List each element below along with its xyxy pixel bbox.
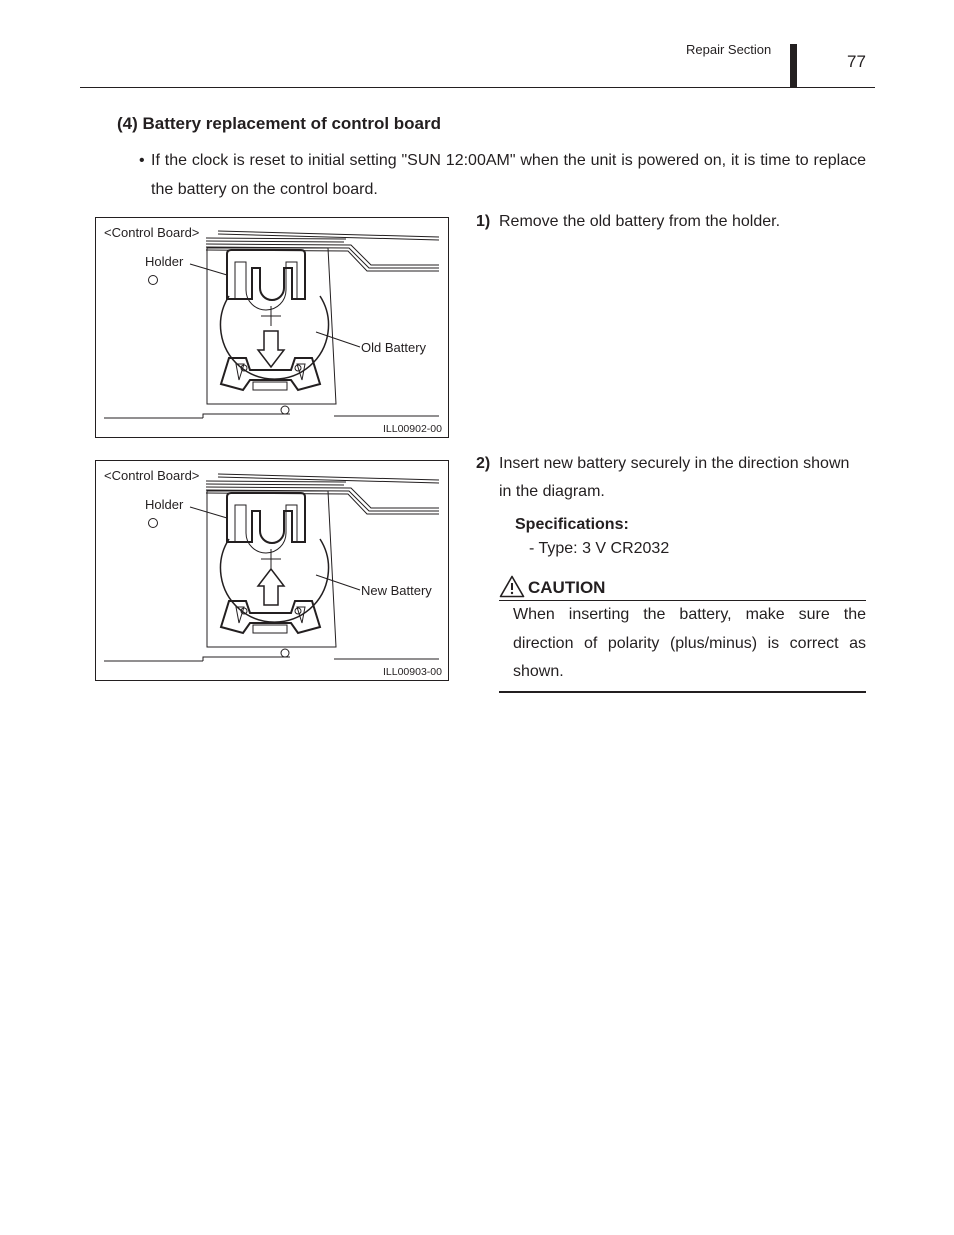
holder-label: Holder xyxy=(145,497,184,512)
step-2-number: 2) xyxy=(476,455,491,472)
figure-old-battery xyxy=(95,217,449,438)
figure-new-battery xyxy=(95,460,449,681)
caution-bottom-rule xyxy=(499,691,866,693)
page-number: 77 xyxy=(847,52,866,71)
bullet-icon: • xyxy=(139,152,145,169)
step-2-text: Insert new battery securely in the direction shown in the diagram. xyxy=(499,455,850,500)
section-title: (4) Battery replacement of control board xyxy=(117,114,442,133)
board-diagram-new xyxy=(96,461,448,680)
specification-item: - Type: 3 V CR2032 xyxy=(529,540,670,557)
caution-title: CAUTION xyxy=(528,578,606,597)
intro-text: If the clock is reset to initial setting "SUN 12:00AM" when the unit is powered on, it is time to replace the battery on the control board. xyxy=(151,152,866,198)
running-header: Repair Section xyxy=(686,42,772,57)
step-1-number: 1) xyxy=(476,213,491,230)
figure-code: ILL00903-00 xyxy=(383,666,442,678)
specifications-title: Specifications: xyxy=(515,516,629,533)
warning-triangle-icon xyxy=(499,575,525,598)
new-battery-label: New Battery xyxy=(361,583,432,598)
header-rule xyxy=(80,87,875,88)
old-battery-label: Old Battery xyxy=(361,340,427,355)
control-board-label: <Control Board> xyxy=(104,225,200,240)
control-board-label: <Control Board> xyxy=(104,468,200,483)
caution-text: When inserting the battery, make sure the direction of polarity (plus/minus) is correct as shown. xyxy=(513,606,866,680)
figure-code: ILL00902-00 xyxy=(383,423,442,435)
header-bar xyxy=(790,44,797,88)
step-1-text: Remove the old battery from the holder. xyxy=(499,213,781,230)
holder-label: Holder xyxy=(145,254,184,269)
board-diagram-old xyxy=(96,218,448,437)
intro-paragraph xyxy=(139,146,866,204)
